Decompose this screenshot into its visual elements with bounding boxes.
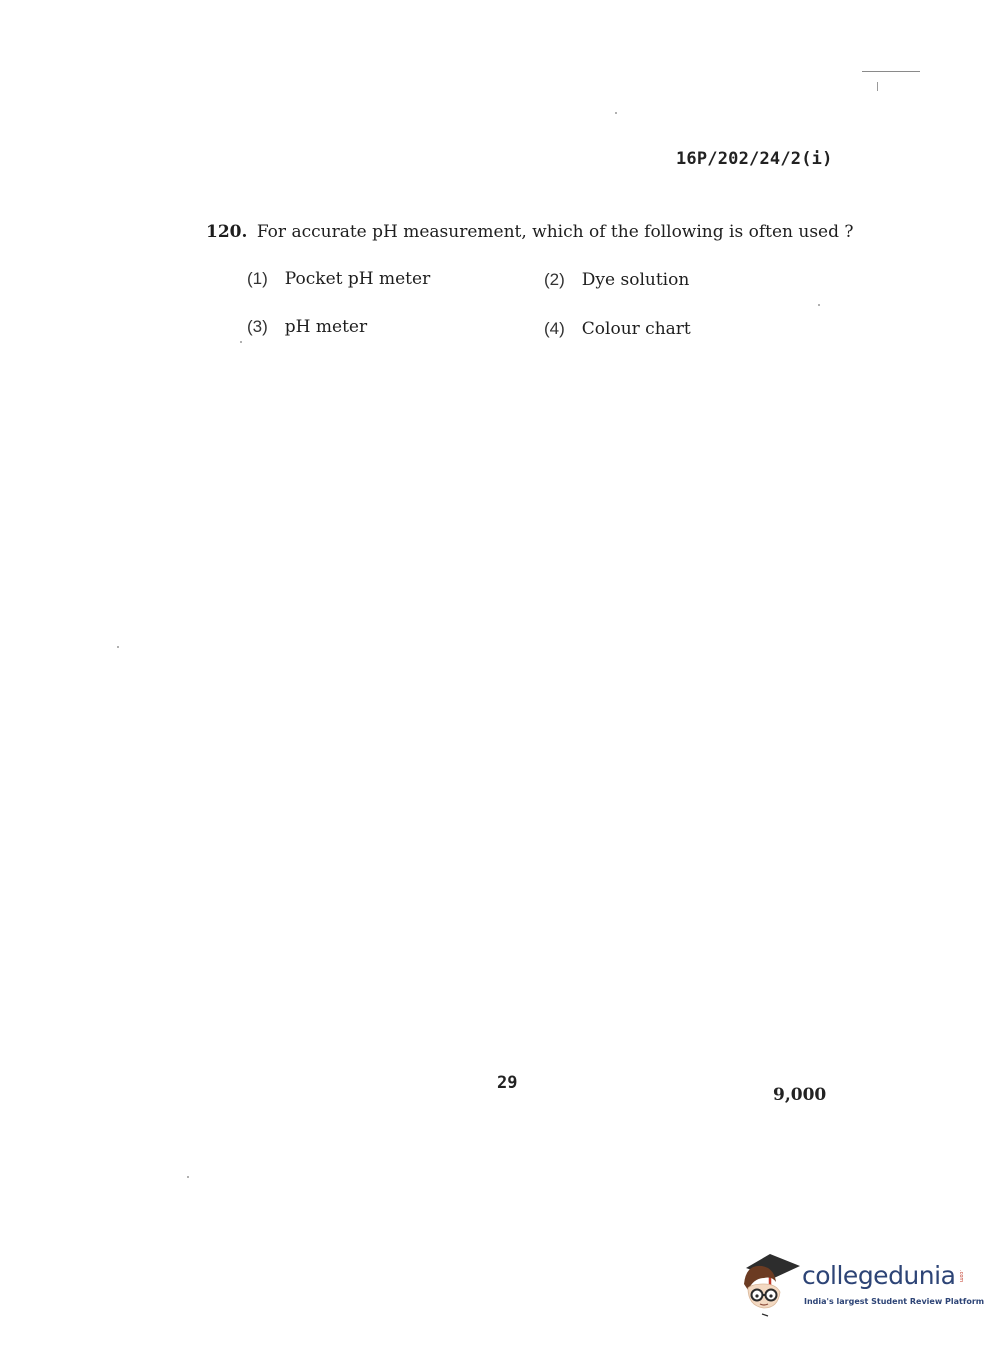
scan-speck bbox=[818, 304, 820, 306]
option-number: (1) bbox=[247, 269, 268, 288]
option-text: Dye solution bbox=[581, 270, 690, 290]
paper-code: 16P/202/24/2(i) bbox=[676, 149, 833, 169]
question-stem: For accurate pH measurement, which of the following is often used ? bbox=[256, 222, 854, 242]
option-text: Pocket pH meter bbox=[284, 269, 431, 289]
brand-tagline: India's largest Student Review Platform bbox=[804, 1297, 985, 1306]
option-1 bbox=[247, 269, 430, 289]
scan-mark-line bbox=[862, 71, 920, 72]
page-number: 29 bbox=[497, 1073, 518, 1093]
brand-suffix: .com bbox=[958, 1270, 964, 1283]
option-number: (3) bbox=[247, 317, 268, 336]
option-number: (2) bbox=[544, 270, 565, 289]
question-text bbox=[206, 222, 854, 242]
scan-mark-tick bbox=[877, 82, 878, 91]
option-text: Colour chart bbox=[581, 319, 691, 339]
scan-speck bbox=[187, 1176, 189, 1178]
option-text: pH meter bbox=[284, 317, 368, 337]
print-count: 9,000 bbox=[773, 1085, 827, 1105]
option-number: (4) bbox=[544, 319, 565, 338]
brand-name: collegedunia bbox=[802, 1261, 956, 1290]
scan-speck bbox=[240, 341, 242, 343]
question-number: 120. bbox=[206, 222, 248, 242]
scan-speck bbox=[117, 646, 119, 648]
option-4 bbox=[544, 319, 691, 339]
student-mascot-logo-icon bbox=[740, 1248, 802, 1318]
option-2 bbox=[544, 270, 689, 290]
collegedunia-watermark bbox=[740, 1248, 985, 1318]
scan-speck bbox=[615, 112, 617, 114]
option-3 bbox=[247, 317, 367, 337]
